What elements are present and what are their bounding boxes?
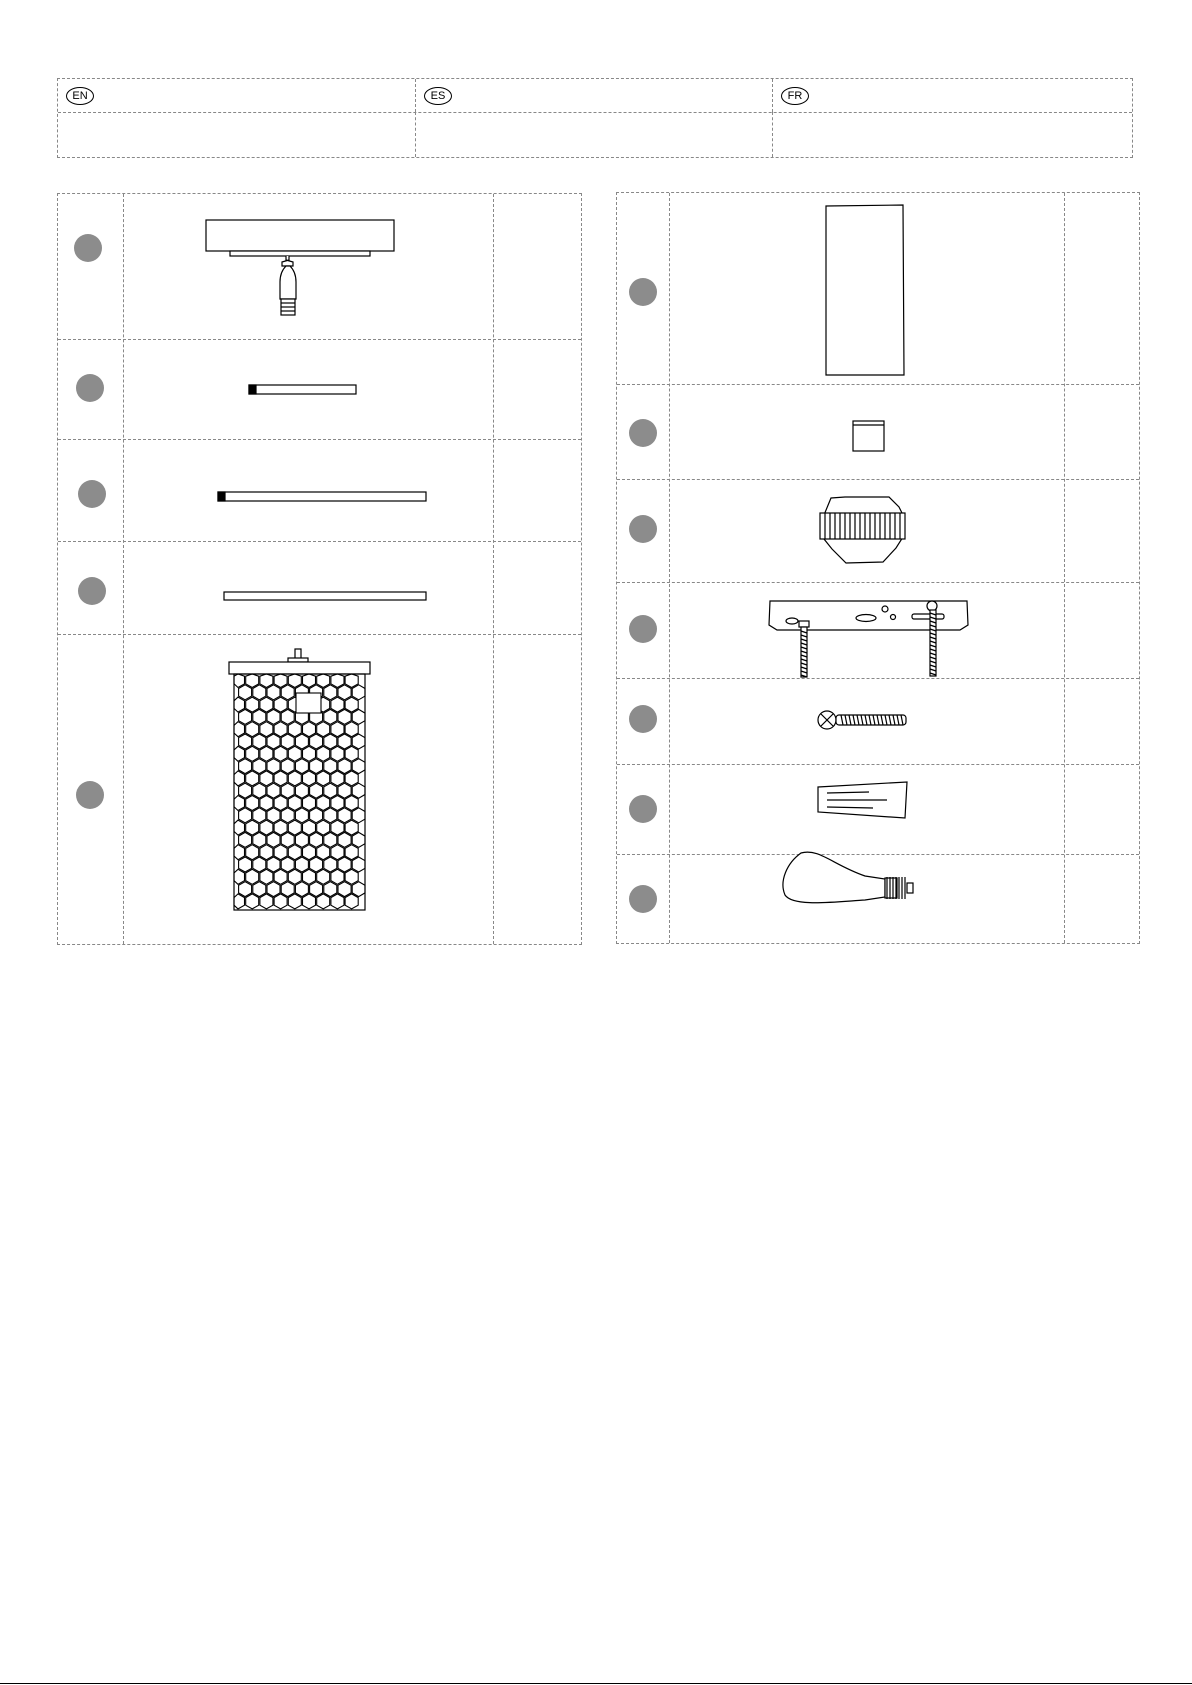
small-cup-icon: [853, 421, 884, 451]
mounting-bracket-icon: [769, 601, 968, 677]
parts-left-drawings: [58, 194, 583, 946]
bulb-icon: [783, 852, 913, 903]
parts-table-right: [616, 192, 1140, 944]
page-footer-rule: [0, 1683, 1192, 1684]
lang-col-es: [416, 79, 773, 112]
lang-badge-en: EN: [66, 87, 94, 105]
screw-icon: [818, 711, 906, 729]
wire-nut-icon: [818, 782, 907, 818]
parts-right-drawings: [617, 193, 1141, 945]
plain-rod-icon: [224, 592, 426, 600]
lang-cell-fr: [773, 112, 1132, 157]
language-header-row: [58, 79, 1132, 113]
lang-cell-es: [416, 112, 773, 157]
lang-col-fr: [773, 79, 1132, 112]
language-body-row: [58, 112, 1132, 157]
lang-badge-es: ES: [424, 87, 452, 105]
lang-cell-en: [58, 112, 416, 157]
knurled-nut-icon: [820, 497, 905, 563]
short-rod-icon: [249, 385, 356, 394]
lang-badge-fr: FR: [781, 87, 809, 105]
canopy-icon: [206, 220, 394, 315]
parts-table-left: [57, 193, 582, 945]
language-header-table: [57, 78, 1133, 158]
long-rod-icon: [218, 492, 426, 501]
glass-cylinder-icon: [826, 205, 904, 375]
lang-col-en: [58, 79, 416, 112]
honeycomb-shade-icon: [229, 649, 370, 910]
